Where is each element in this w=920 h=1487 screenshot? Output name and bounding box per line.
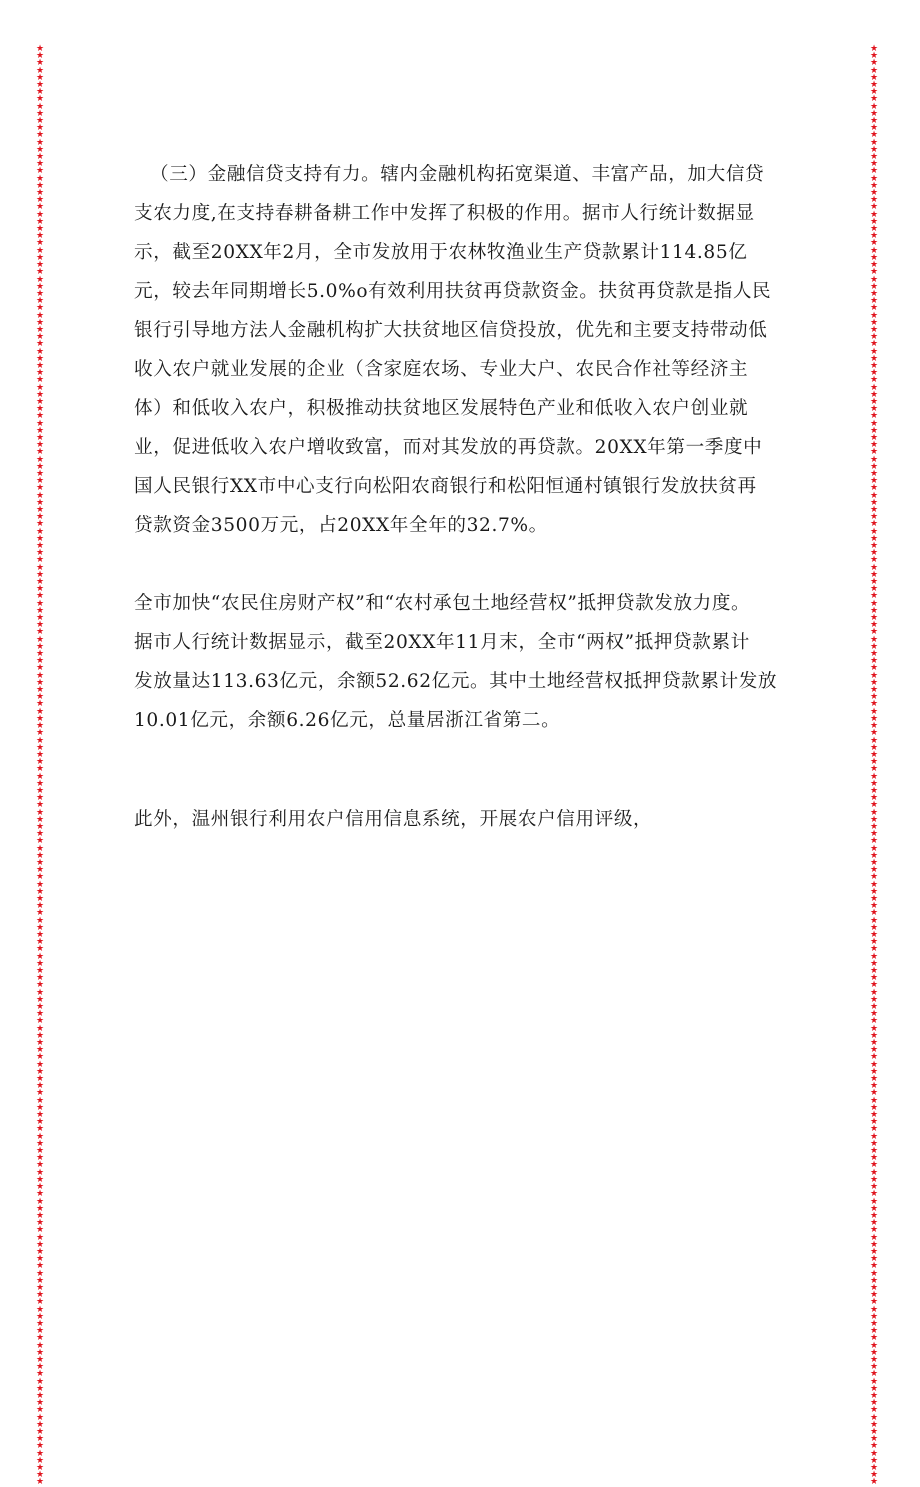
- paragraph-two-rights-loans: [134, 584, 814, 740]
- text-line: 银行引导地方法人金融机构扩大扶贫地区信贷投放，优先和主要支持带动低: [134, 320, 768, 341]
- text-line: 业，促进低收入农户增收致富，而对其发放的再贷款。20XX年第一季度中: [134, 437, 763, 458]
- text-line: 此外，温州银行利用农户信用信息系统，开展农户信用评级，: [134, 809, 653, 830]
- document-body: [134, 155, 814, 839]
- text-line: 示，截至20XX年2月，全市发放用于农林牧渔业生产贷款累计114.85亿: [134, 242, 748, 263]
- text-line: 全市加快“农民住房财产权”和“农村承包土地经营权”抵押贷款发放力度。: [134, 593, 751, 614]
- paragraph-credit-support: [134, 155, 814, 545]
- text-line: 收入农户就业发展的企业（含家庭农场、专业大户、农民合作社等经济主: [134, 359, 749, 380]
- text-line: 10.01亿元，余额6.26亿元，总量居浙江省第二。: [134, 710, 561, 731]
- paragraph-credit-rating: [134, 800, 814, 839]
- text-line: 发放量达113.63亿元，余额52.62亿元。其中土地经营权抵押贷款累计发放: [134, 671, 778, 692]
- text-line: 支农力度,在支持春耕备耕工作中发挥了积极的作用。据市人行统计数据显: [134, 203, 755, 224]
- text-line: 元，较去年同期增长5.0%o有效利用扶贫再贷款资金。扶贫再贷款是指人民: [134, 281, 772, 302]
- text-line: 体）和低收入农户，积极推动扶贫地区发展特色产业和低收入农户创业就: [134, 398, 749, 419]
- right-star-border: ★★★★★★★★★★★★★★★★★★★★★★★★★★★★★★★★★★★★★★★★★★★★★★★★★★★★★★★★★★★★★★★★★★★★★★★★★★★★★★★★★★★★★★★★★★★★★★★★★★★★★★★★★★★★★★★★★★★★★★★★★★★★★★★★★★★★★★★★★★★★★★★★★★★★★★★★★★★★★★★★★★★★★★★★★★★★★★★★★★★★★★★★★★★★★★★★★★★★★★★★: [869, 44, 879, 1487]
- text-line: 国人民银行XX市中心支行向松阳农商银行和松阳恒通村镇银行发放扶贫再: [134, 476, 757, 497]
- text-line: 贷款资金3500万元，占20XX年全年的32.7%。: [134, 515, 548, 536]
- text-line: （三）金融信贷支持有力。辖内金融机构拓宽渠道、丰富产品，加大信贷: [150, 164, 765, 185]
- left-star-border: ★★★★★★★★★★★★★★★★★★★★★★★★★★★★★★★★★★★★★★★★★★★★★★★★★★★★★★★★★★★★★★★★★★★★★★★★★★★★★★★★★★★★★★★★★★★★★★★★★★★★★★★★★★★★★★★★★★★★★★★★★★★★★★★★★★★★★★★★★★★★★★★★★★★★★★★★★★★★★★★★★★★★★★★★★★★★★★★★★★★★★★★★★★★★★★★★★★★★★★★★: [35, 44, 45, 1487]
- text-line: 据市人行统计数据显示，截至20XX年11月末，全市“两权”抵押贷款累计: [134, 632, 750, 653]
